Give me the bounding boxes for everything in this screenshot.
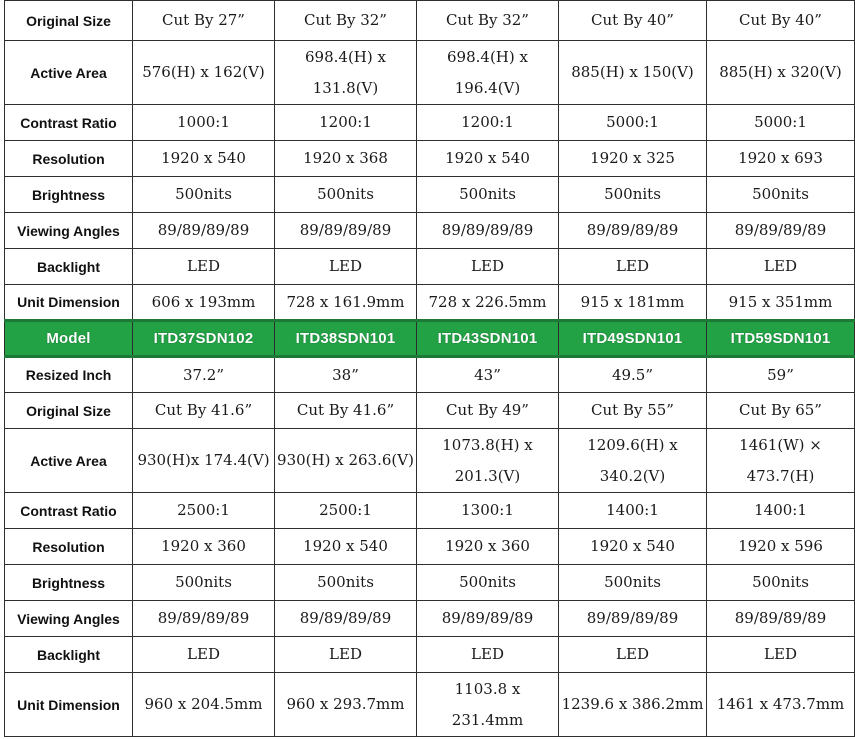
table-cell: 89/89/89/89: [559, 213, 707, 249]
table-cell: 1209.6(H) x 340.2(V): [559, 429, 707, 493]
table-cell: Cut By 41.6”: [275, 393, 417, 429]
table-cell: Cut By 65”: [707, 393, 855, 429]
table-cell: 500nits: [417, 565, 559, 601]
table-cell: Cut By 32”: [417, 1, 559, 41]
row-label: Resolution: [5, 529, 133, 565]
row-label: Contrast Ratio: [5, 105, 133, 141]
table-cell: 500nits: [707, 565, 855, 601]
table-cell: 606 x 193mm: [133, 285, 275, 321]
table-cell: LED: [559, 637, 707, 673]
table-row: [5, 249, 855, 285]
table-cell: 1920 x 368: [275, 141, 417, 177]
table-cell: 1920 x 540: [275, 529, 417, 565]
table-row: [5, 637, 855, 673]
table-row: [5, 285, 855, 321]
table-cell: 1300:1: [417, 493, 559, 529]
table-cell: 1239.6 x 386.2mm: [559, 673, 707, 737]
table-cell: Cut By 40”: [559, 1, 707, 41]
table-cell: LED: [417, 637, 559, 673]
table-cell: 500nits: [275, 565, 417, 601]
table-cell: 960 x 204.5mm: [133, 673, 275, 737]
table-row: [5, 673, 855, 737]
row-label: Original Size: [5, 393, 133, 429]
model-name: ITD43SDN101: [417, 321, 559, 357]
row-label: Active Area: [5, 41, 133, 105]
table-cell: LED: [275, 637, 417, 673]
table-cell: 960 x 293.7mm: [275, 673, 417, 737]
row-label: Brightness: [5, 177, 133, 213]
model-name: ITD59SDN101: [707, 321, 855, 357]
table-row: [5, 141, 855, 177]
table-cell: 89/89/89/89: [707, 601, 855, 637]
table-row: [5, 493, 855, 529]
table-cell: 698.4(H) x 196.4(V): [417, 41, 559, 105]
row-label: Viewing Angles: [5, 213, 133, 249]
table-cell: 1461(W) × 473.7(H): [707, 429, 855, 493]
table-cell: 1400:1: [559, 493, 707, 529]
model-label: Model: [5, 321, 133, 357]
row-label: Unit Dimension: [5, 285, 133, 321]
table-cell: 915 x 181mm: [559, 285, 707, 321]
table-cell: 1920 x 540: [417, 141, 559, 177]
table-cell: 1200:1: [417, 105, 559, 141]
table-cell: 1920 x 596: [707, 529, 855, 565]
table-cell: 1920 x 325: [559, 141, 707, 177]
table-cell: LED: [417, 249, 559, 285]
table-cell: 1073.8(H) x 201.3(V): [417, 429, 559, 493]
model-name: ITD37SDN102: [133, 321, 275, 357]
row-label: Active Area: [5, 429, 133, 493]
table-cell: LED: [133, 637, 275, 673]
table-cell: 500nits: [707, 177, 855, 213]
table-cell: Cut By 32”: [275, 1, 417, 41]
table-cell: LED: [275, 249, 417, 285]
table-cell: 885(H) x 320(V): [707, 41, 855, 105]
table-row: [5, 357, 855, 393]
table-cell: 1200:1: [275, 105, 417, 141]
table-cell: 500nits: [559, 565, 707, 601]
table-cell: Cut By 55”: [559, 393, 707, 429]
table-cell: 1920 x 693: [707, 141, 855, 177]
table-cell: 500nits: [559, 177, 707, 213]
model-name: ITD49SDN101: [559, 321, 707, 357]
table-cell: 1103.8 x 231.4mm: [417, 673, 559, 737]
table-cell: 1920 x 360: [133, 529, 275, 565]
table-row: [5, 601, 855, 637]
table-cell: 89/89/89/89: [559, 601, 707, 637]
table-cell: Cut By 27”: [133, 1, 275, 41]
table-row: [5, 213, 855, 249]
table-cell: 915 x 351mm: [707, 285, 855, 321]
table-cell: LED: [707, 637, 855, 673]
row-label: Original Size: [5, 1, 133, 41]
table-cell: 38”: [275, 357, 417, 393]
row-label: Brightness: [5, 565, 133, 601]
table-cell: 930(H) x 263.6(V): [275, 429, 417, 493]
table-cell: 37.2”: [133, 357, 275, 393]
table-cell: 5000:1: [707, 105, 855, 141]
table-cell: Cut By 40”: [707, 1, 855, 41]
table-row: [5, 105, 855, 141]
row-label: Unit Dimension: [5, 673, 133, 737]
table-cell: 89/89/89/89: [707, 213, 855, 249]
table-cell: LED: [559, 249, 707, 285]
table-cell: LED: [707, 249, 855, 285]
row-label: Backlight: [5, 249, 133, 285]
table-cell: 728 x 161.9mm: [275, 285, 417, 321]
row-label: Viewing Angles: [5, 601, 133, 637]
table-cell: 89/89/89/89: [133, 601, 275, 637]
table-cell: 2500:1: [275, 493, 417, 529]
table-cell: 500nits: [275, 177, 417, 213]
table-cell: 1000:1: [133, 105, 275, 141]
table-cell: 49.5”: [559, 357, 707, 393]
table-cell: 59”: [707, 357, 855, 393]
row-label: Contrast Ratio: [5, 493, 133, 529]
table-cell: 89/89/89/89: [275, 601, 417, 637]
table-cell: 1920 x 360: [417, 529, 559, 565]
table-row: [5, 393, 855, 429]
table-cell: 500nits: [417, 177, 559, 213]
table-cell: LED: [133, 249, 275, 285]
spec-table: [4, 0, 855, 737]
table-cell: 89/89/89/89: [275, 213, 417, 249]
table-cell: 1920 x 540: [559, 529, 707, 565]
table-cell: 930(H)x 174.4(V): [133, 429, 275, 493]
table-row: [5, 429, 855, 493]
table-row: [5, 565, 855, 601]
table-cell: 89/89/89/89: [417, 213, 559, 249]
table-cell: 728 x 226.5mm: [417, 285, 559, 321]
table-cell: Cut By 49”: [417, 393, 559, 429]
table-cell: 2500:1: [133, 493, 275, 529]
table-cell: 576(H) x 162(V): [133, 41, 275, 105]
table-cell: 1461 x 473.7mm: [707, 673, 855, 737]
row-label: Resolution: [5, 141, 133, 177]
table-cell: 500nits: [133, 565, 275, 601]
table-row: [5, 177, 855, 213]
row-label: Backlight: [5, 637, 133, 673]
table-row: [5, 529, 855, 565]
table-cell: 885(H) x 150(V): [559, 41, 707, 105]
table-cell: 89/89/89/89: [417, 601, 559, 637]
table-cell: 1920 x 540: [133, 141, 275, 177]
table-row: [5, 1, 855, 41]
table-cell: 1400:1: [707, 493, 855, 529]
table-row: [5, 41, 855, 105]
model-name: ITD38SDN101: [275, 321, 417, 357]
table-cell: 500nits: [133, 177, 275, 213]
table-cell: 698.4(H) x 131.8(V): [275, 41, 417, 105]
row-label: Resized Inch: [5, 357, 133, 393]
table-cell: 43”: [417, 357, 559, 393]
model-header-row: [5, 321, 855, 357]
table-cell: Cut By 41.6”: [133, 393, 275, 429]
table-cell: 5000:1: [559, 105, 707, 141]
table-cell: 89/89/89/89: [133, 213, 275, 249]
